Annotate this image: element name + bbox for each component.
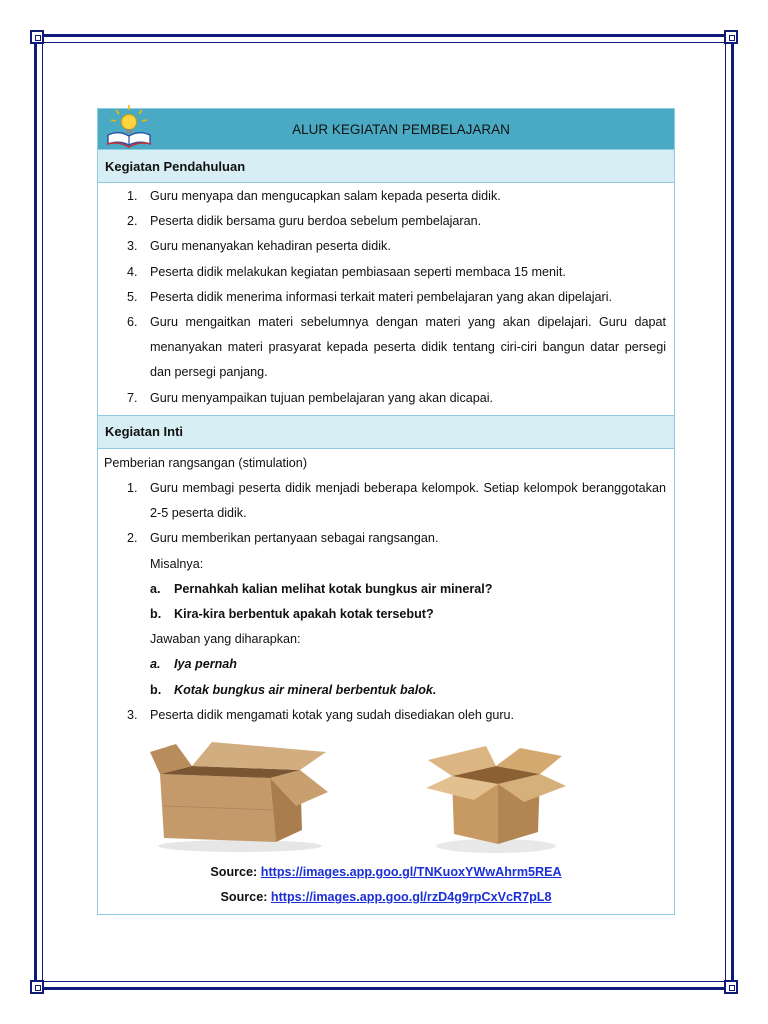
item-text: Peserta didik menerima informasi terkait materi pembelajaran yang akan dipelajari. [150, 289, 612, 304]
section-pendahuluan-heading: Kegiatan Pendahuluan [98, 149, 674, 183]
list-item [98, 386, 674, 411]
source-label: Source: [210, 865, 258, 880]
title-bar [98, 109, 674, 149]
item-text: Guru mengaitkan materi sebelumnya dengan materi yang akan dipelajari. Guru dapat menanyakan materi prasyarat kepada peserta didik tentang ciri-ciri bangun datar persegi dan persegi panjang. [150, 315, 666, 380]
item-text: Peserta didik bersama guru berdoa sebelum pembelajaran. [150, 214, 482, 229]
item-number: 4. [127, 264, 138, 279]
question-text: Kira-kira berbentuk apakah kotak tersebut? [174, 607, 434, 622]
item-text: Peserta didik mengamati kotak yang sudah disediakan oleh guru. [150, 707, 515, 722]
item-number: 3. [127, 239, 138, 254]
question-text: Pernahkah kalian melihat kotak bungkus air mineral? [174, 581, 493, 596]
source-line [98, 860, 674, 885]
border-corner-top-right [724, 30, 738, 44]
answer-text: Iya pernah [174, 657, 237, 672]
source-line [98, 885, 674, 910]
item-text: Guru memberikan pertanyaan sebagai rangsangan. [150, 531, 439, 546]
item-text: Peserta didik melakukan kegiatan pembiasaan seperti membaca 15 menit. [150, 264, 566, 279]
page-title: ALUR KEGIATAN PEMBELAJARAN [292, 121, 510, 137]
item-text: Guru membagi peserta didik menjadi beberapa kelompok. Setiap kelompok beranggotakan 2-5 peserta didik. [150, 481, 666, 521]
image-sources [98, 860, 674, 914]
box-pictures [98, 730, 674, 860]
expected-answer-label: Jawaban yang diharapkan: [150, 632, 301, 647]
item-text: Guru menanyakan kehadiran peserta didik. [150, 239, 391, 254]
source-link[interactable]: https://images.app.goo.gl/rzD4g9rpCxVcR7pL8 [270, 890, 552, 905]
example-label: Misalnya: [150, 556, 204, 571]
question-item [150, 602, 666, 627]
answer-letter: a. [150, 657, 161, 672]
stimulation-label: Pemberian rangsangan (stimulation) [104, 455, 308, 470]
list-item [98, 526, 674, 702]
section-inti-heading: Kegiatan Inti [98, 415, 674, 449]
answer-item [150, 678, 666, 703]
list-item [98, 476, 674, 526]
question-letter: a. [150, 581, 161, 596]
item-text: Guru menyapa dan mengucapkan salam kepada peserta didik. [150, 189, 501, 203]
pendahuluan-list [98, 183, 674, 415]
item-number: 5. [127, 289, 138, 304]
item-text: Guru menyampaikan tujuan pembelajaran yang akan dicapai. [150, 390, 494, 405]
source-label: Source: [220, 890, 268, 905]
answer-item [150, 652, 666, 677]
item-number: 2. [127, 531, 138, 546]
list-item [98, 310, 674, 386]
list-item [98, 234, 674, 259]
inti-list [98, 476, 674, 728]
list-item [98, 285, 674, 310]
cardboard-box-image-1 [150, 734, 332, 852]
source-link[interactable]: https://images.app.goo.gl/TNKuoxYWwAhrm5REA [260, 865, 562, 880]
cardboard-box-image-2 [420, 736, 570, 854]
question-item [150, 577, 666, 602]
item-number: 3. [127, 707, 138, 722]
lightbulb-book-icon [104, 103, 154, 149]
list-item [98, 184, 674, 209]
lesson-flow-table [97, 108, 675, 915]
item-number: 7. [127, 390, 138, 405]
border-corner-bottom-right [724, 980, 738, 994]
border-corner-top-left [30, 30, 44, 44]
list-item [98, 209, 674, 234]
list-item [98, 260, 674, 285]
item-number: 2. [127, 214, 138, 229]
question-letter: b. [150, 607, 162, 622]
item-number: 1. [127, 189, 138, 203]
item-number: 1. [127, 481, 138, 496]
answer-text: Kotak bungkus air mineral berbentuk balok. [174, 682, 437, 697]
list-item [98, 703, 674, 728]
border-corner-bottom-left [30, 980, 44, 994]
item-number: 6. [127, 315, 138, 330]
answer-letter: b. [150, 682, 162, 697]
